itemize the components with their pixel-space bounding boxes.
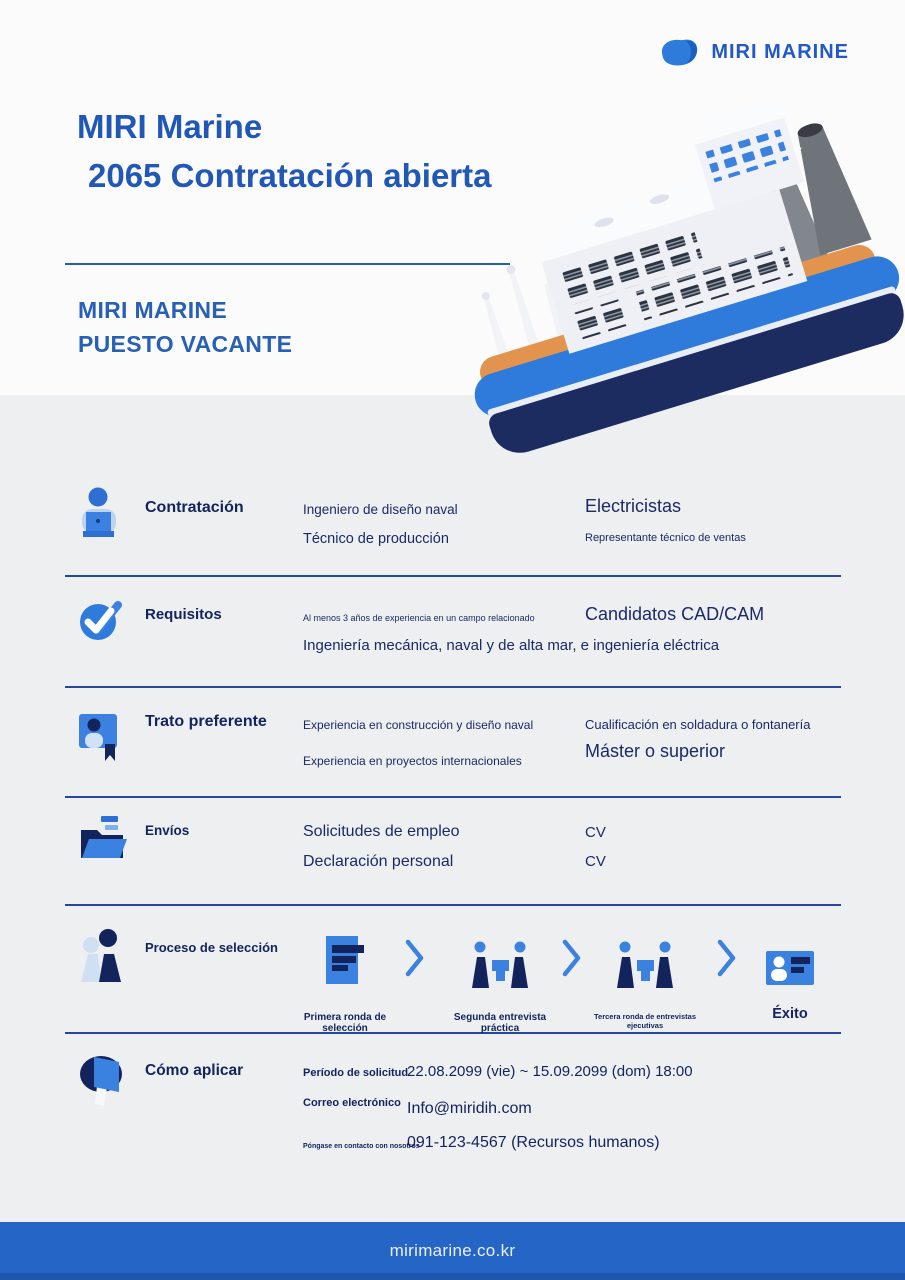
preference-item: Experiencia en proyectos internacionales [303,754,522,768]
row-trato-preferente [65,688,841,798]
section-label: Cómo aplicar [145,1062,244,1079]
hiring-person-icon [77,486,121,540]
document-icon [322,932,368,988]
row-proceso [65,906,841,1034]
subtitle-line-2: PUESTO VACANTE [78,331,293,357]
logo-blob-icon [656,36,702,68]
requirement-item: Candidatos CAD/CAM [585,604,765,624]
position-item: Técnico de producción [303,531,449,547]
phone-number: 091-123-4567 (Recursos humanos) [407,1134,660,1151]
step-label: Éxito [772,1006,808,1022]
field-label: Correo electrónico [303,1097,401,1109]
people-icon [77,924,125,982]
folder-icon [77,814,127,860]
row-como-aplicar [65,1034,841,1189]
website-url[interactable]: mirimarine.co.kr [389,1241,516,1260]
preference-item: Máster o superior [585,741,726,761]
requirement-item: Al menos 3 años de experiencia en un campo relacionado [303,613,535,623]
checkmark-icon [77,595,125,643]
page-title [77,102,491,200]
submission-item: Solicitudes de empleo [303,823,460,840]
title-line-1: MIRI Marine [77,108,263,145]
row-contratacion [65,480,841,577]
page-subtitle [78,293,292,361]
title-line-2: 2065 Contratación abierta [88,157,492,194]
preference-item: Experiencia en construcción y diseño naval [303,718,534,732]
step-label: Tercera ronda de entrevistas ejecutivas [594,1012,696,1030]
row-envios [65,798,841,906]
info-rows [65,480,841,1189]
submission-item: Declaración personal [303,853,454,870]
position-item: Representante técnico de ventas [585,532,746,544]
process-step-4 [725,924,855,1022]
preference-item: Cualificación en soldadura o fontanería [585,717,811,732]
interview-icon [615,940,675,988]
section-label: Trato preferente [145,713,267,730]
submission-item: CV [585,853,606,870]
id-card-icon [764,946,816,988]
section-label: Requisitos [145,606,222,623]
brand-logo [656,36,849,68]
process-step-3 [580,924,710,1030]
position-item: Ingeniero de diseño naval [303,502,458,517]
footer [0,1222,905,1280]
candidate-badge-icon [77,708,123,762]
field-label: Póngase en contacto con nosotros [303,1143,420,1150]
logo-text: MIRI MARINE [711,40,849,63]
section-label: Contratación [145,499,244,516]
megaphone-door-icon [77,1050,127,1108]
step-label: Primera ronda de selección [303,1012,387,1034]
position-item: Electricistas [585,496,682,516]
section-label: Proceso de selección [145,940,278,955]
interview-icon [470,940,530,988]
step-label: Segunda entrevista práctica [453,1012,547,1034]
email-address[interactable]: Info@miridih.com [407,1100,532,1117]
process-step-2 [435,924,565,1034]
subtitle-line-1: MIRI MARINE [78,297,227,323]
section-label: Envíos [145,823,190,838]
process-step-1 [280,924,410,1034]
requirement-item: Ingeniería mecánica, naval y de alta mar, e ingeniería eléctrica [303,637,720,654]
submission-item: CV [585,824,606,841]
row-requisitos [65,577,841,688]
chevron-right-icon [404,938,426,978]
field-label: Período de solicitud [303,1067,409,1079]
footer-accent-strip [0,1273,905,1280]
application-period: 22.08.2099 (vie) ~ 15.09.2099 (dom) 18:00 [407,1063,693,1080]
title-divider [65,263,510,265]
